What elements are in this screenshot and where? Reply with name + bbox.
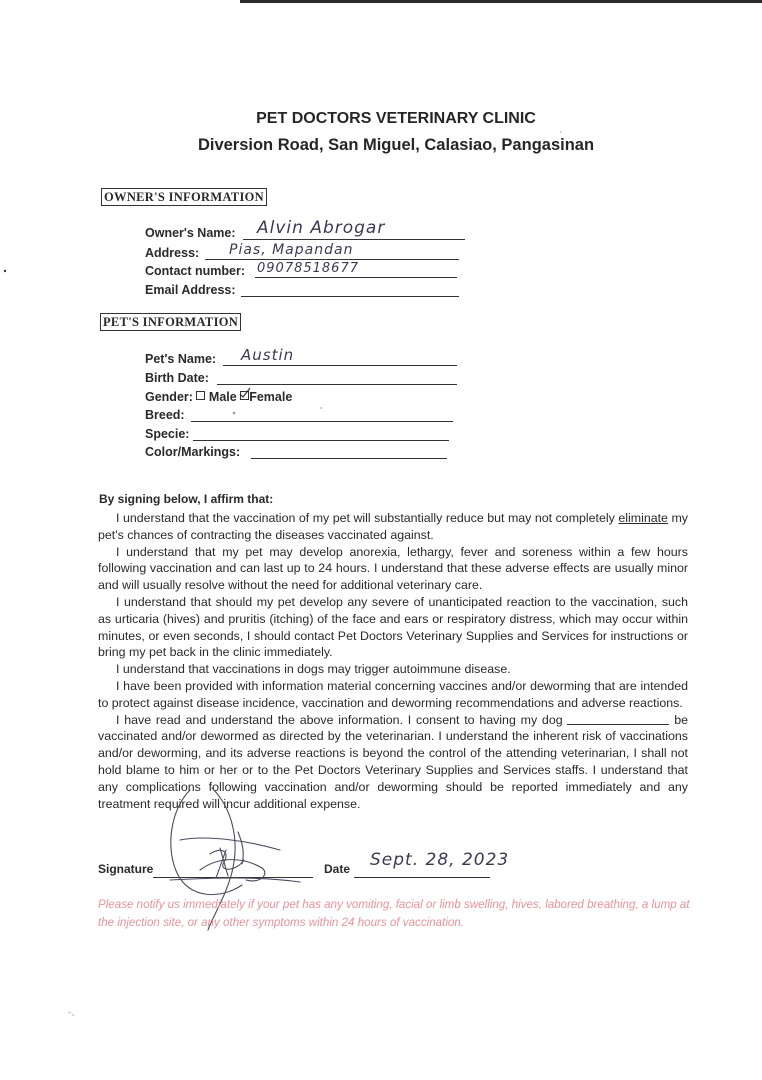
pet-specie-label: Specie: xyxy=(145,427,190,441)
gender-female-label: Female xyxy=(249,390,293,404)
date-label: Date xyxy=(324,862,351,876)
gender-male-label: Male xyxy=(208,390,237,404)
pet-breed-label: Breed: xyxy=(145,408,185,422)
signature-label: Signature xyxy=(98,862,154,876)
pet-birthdate-label: Birth Date: xyxy=(145,371,209,385)
pet-color-label: Color/Markings: xyxy=(145,445,241,459)
affirm-paragraph-2: I understand that my pet may develop anorexia, lethargy, fever and soreness within a few hours following vaccination and can last up to 24 hours. I understand that these adverse effects are usually minor and will usually resolve without the need for additional veterinary care. xyxy=(98,544,688,593)
owner-name-label: Owner's Name: xyxy=(145,226,236,240)
pet-name-value: Austin xyxy=(241,346,295,364)
pet-name-label: Pet's Name: xyxy=(145,352,217,366)
owner-address-label: Address: xyxy=(145,246,200,260)
underlined-word: eliminate xyxy=(618,511,668,525)
clinic-address: Diversion Road, San Miguel, Calasiao, Pangasinan xyxy=(197,136,595,154)
owner-email-label: Email Address: xyxy=(145,283,236,297)
owner-contact-label: Contact number: xyxy=(145,264,245,278)
affirm-paragraph-5: I have been provided with information material concerning vaccines and/or deworming that are intended to protect against disease incidence, vaccination and deworming recommendations and adverse reactions. xyxy=(98,678,688,710)
clinic-name: PET DOCTORS VETERINARY CLINIC xyxy=(256,110,536,127)
date-value: Sept. 28, 2023 xyxy=(370,850,510,870)
owner-section-heading: OWNER'S INFORMATION xyxy=(101,188,267,206)
affirm-paragraph-1: I understand that the vaccination of my pet will substantially reduce but may not completely eliminate my pet's chances of contracting the diseases vaccinated against. xyxy=(98,511,688,542)
affirm-paragraph-3: I understand that should my pet develop any severe of unanticipated reaction to the vaccination, such as urticaria (hives) and pruritis (itching) of the face and ears or respiratory distress, which may occur within minutes, or even seconds, I should contact Pet Doctors Veterinary Supplies and Services for instructions or bring my pet back in the clinic immediately. xyxy=(98,594,688,660)
owner-contact-value: 09078518677 xyxy=(257,261,359,276)
owner-name-value: Alvin Abrogar xyxy=(257,218,386,238)
pet-section-heading: PET'S INFORMATION xyxy=(100,313,241,331)
pet-gender-label: Gender: xyxy=(145,390,193,404)
owner-address-value: Pias, Mapandan xyxy=(229,242,354,258)
affirm-heading: By signing below, I affirm that: xyxy=(99,492,274,506)
affirm-paragraph-6: I have read and understand the above information. I consent to having my dog be vaccinated and/or dewormed as directed by the veterinarian. I understand the inherent risk of vaccinations and/or deworming, and its adverse reactions is beyond the control of the attending veterinarian, I shall not hold blame to him or her or to the Pet Doctors Veterinary Supplies and Services staffs. I understand that any complications following vaccination and/or deworming should be reported immediately and any treatment required will incur additional expense. xyxy=(98,712,688,811)
affirm-paragraph-4: I understand that vaccinations in dogs may trigger autoimmune disease. xyxy=(116,662,511,677)
vaccination-notice: Please notify us immediately if your pet has any vomiting, facial or limb swelling, hives, labored breathing, a lump at the injection site, or any other symptoms within 24 hours of vaccination. xyxy=(98,898,690,929)
